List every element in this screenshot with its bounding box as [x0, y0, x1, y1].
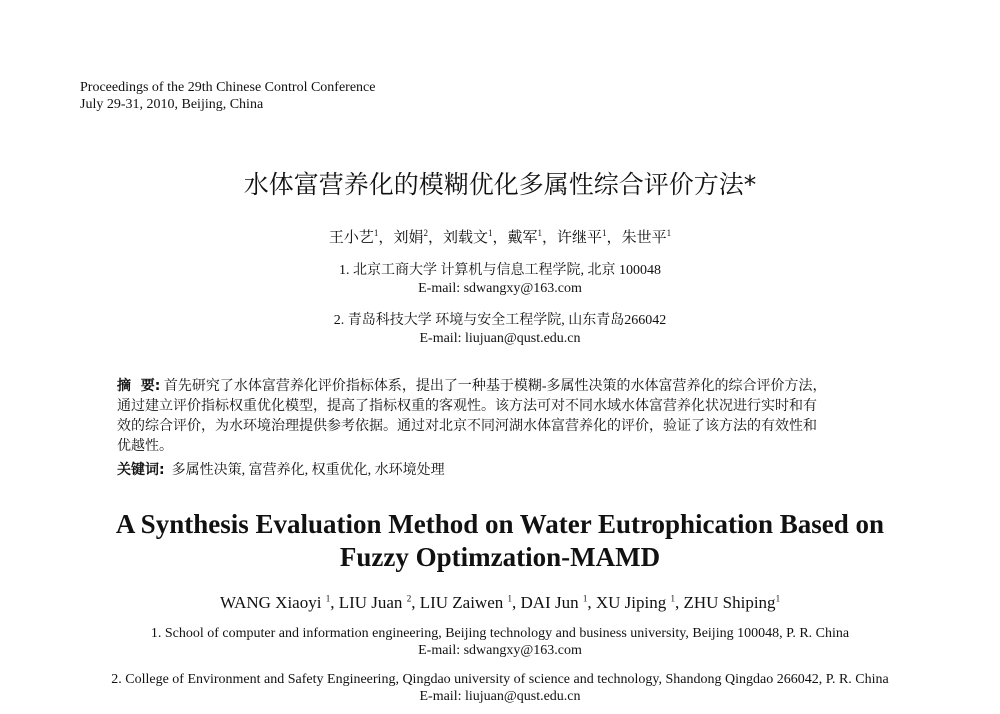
- title-line: A Synthesis Evaluation Method on Water Eutrophication Based on: [115, 509, 885, 539]
- affiliation-en-2: [0, 671, 1000, 705]
- author-affiliation-mark: 2: [406, 593, 412, 604]
- affiliation-text: 1. 北京工商大学 计算机与信息工程学院, 北京 100048: [339, 263, 661, 278]
- author-affiliation-mark: 1: [537, 228, 543, 238]
- author-list-zh: [0, 228, 1000, 248]
- abstract-line: 首先研究了水体富营养化评价指标体系，提出了一种基于模糊-多属性决策的水体富营养化的综合评价方法，: [163, 379, 827, 394]
- author-name: 许继平: [557, 230, 603, 246]
- affiliation-email: E-mail: liujuan@qust.edu.cn: [419, 331, 581, 346]
- paper-title-zh: 水体富营养化的模糊优化多属性综合评价方法*: [243, 170, 757, 199]
- affiliation-zh-2: [0, 312, 1000, 348]
- proceedings-date: July 29-31, 2010, Beijing, China: [80, 97, 264, 112]
- abstract-line: 通过建立评价指标权重优化模型，提高了指标权重的客观性。该方法可对不同水域水体富营养化状况进行实时和有: [117, 399, 817, 414]
- author-name: ZHU Shiping: [683, 593, 776, 612]
- author-affiliation-mark: 1: [487, 228, 493, 238]
- affiliation-email: E-mail: sdwangxy@163.com: [418, 281, 582, 296]
- author-separator: ，: [542, 230, 558, 246]
- author-separator: ,: [411, 593, 420, 612]
- affiliation-text: 1. School of computer and information engineering, Beijing technology and business university, Beijing 100048, P. R. China: [150, 626, 850, 641]
- author-affiliation-mark: 1: [670, 593, 675, 604]
- author-separator: ，: [378, 230, 394, 246]
- author-name: 戴军: [507, 230, 538, 246]
- author-name: XU Jiping: [595, 593, 671, 612]
- affiliation-email: E-mail: sdwangxy@163.com: [418, 643, 582, 658]
- author-affiliation-mark: 2: [423, 228, 428, 238]
- abstract-label: 摘 要:: [117, 378, 161, 394]
- affiliation-text: 2. 青岛科技大学 环境与安全工程学院, 山东青岛266042: [333, 313, 667, 328]
- author-separator: ,: [330, 593, 339, 612]
- author-affiliation-mark: 1: [325, 593, 331, 604]
- affiliation-zh-1: [0, 262, 1000, 298]
- author-separator: ,: [674, 593, 684, 612]
- abstract-line: 优越性。: [117, 439, 173, 454]
- proceedings-header: [80, 79, 375, 113]
- author-affiliation-mark: 1: [582, 593, 588, 604]
- paper-title-en: [0, 508, 1000, 574]
- author-name: 朱世平: [621, 230, 667, 246]
- author-name: WANG Xiaoyi: [219, 593, 326, 612]
- affiliation-email: E-mail: liujuan@qust.edu.cn: [419, 689, 581, 704]
- author-separator: ，: [492, 230, 508, 246]
- affiliation-text: 2. College of Environment and Safety Engineering, Qingdao university of science and technology, Shandong Qingdao 266042, P. R. China: [111, 672, 889, 687]
- author-name: DAI Jun: [520, 593, 583, 612]
- author-name: 王小艺: [328, 230, 374, 246]
- author-separator: ，: [427, 230, 443, 246]
- abstract-zh: [117, 376, 897, 457]
- author-separator: ,: [512, 593, 521, 612]
- author-separator: ,: [587, 593, 596, 612]
- author-separator: ，: [606, 230, 622, 246]
- author-name: LIU Juan: [338, 593, 407, 612]
- author-affiliation-mark: 1: [602, 228, 607, 238]
- keywords-zh: [117, 460, 445, 481]
- title-line: Fuzzy Optimzation-MAMD: [339, 542, 661, 572]
- author-name: LIU Zaiwen: [419, 593, 508, 612]
- author-affiliation-mark: 1: [373, 228, 379, 238]
- author-affiliation-mark: 1: [507, 593, 512, 604]
- author-name: 刘载文: [442, 230, 488, 246]
- affiliation-en-1: [0, 625, 1000, 659]
- abstract-line: 效的综合评价，为水环境治理提供参考依据。通过对北京不同河湖水体富营养化的评价，验证了该方法的有效性和: [117, 419, 817, 434]
- author-name: 刘娟: [393, 230, 424, 246]
- author-list-en: [0, 592, 1000, 614]
- keywords-label: 关键词:: [117, 462, 165, 478]
- proceedings-title: Proceedings of the 29th Chinese Control Conference: [80, 80, 376, 95]
- keywords-text: 多属性决策, 富营养化, 权重优化, 水环境处理: [171, 463, 445, 478]
- author-affiliation-mark: 1: [775, 593, 781, 604]
- author-affiliation-mark: 1: [666, 228, 672, 238]
